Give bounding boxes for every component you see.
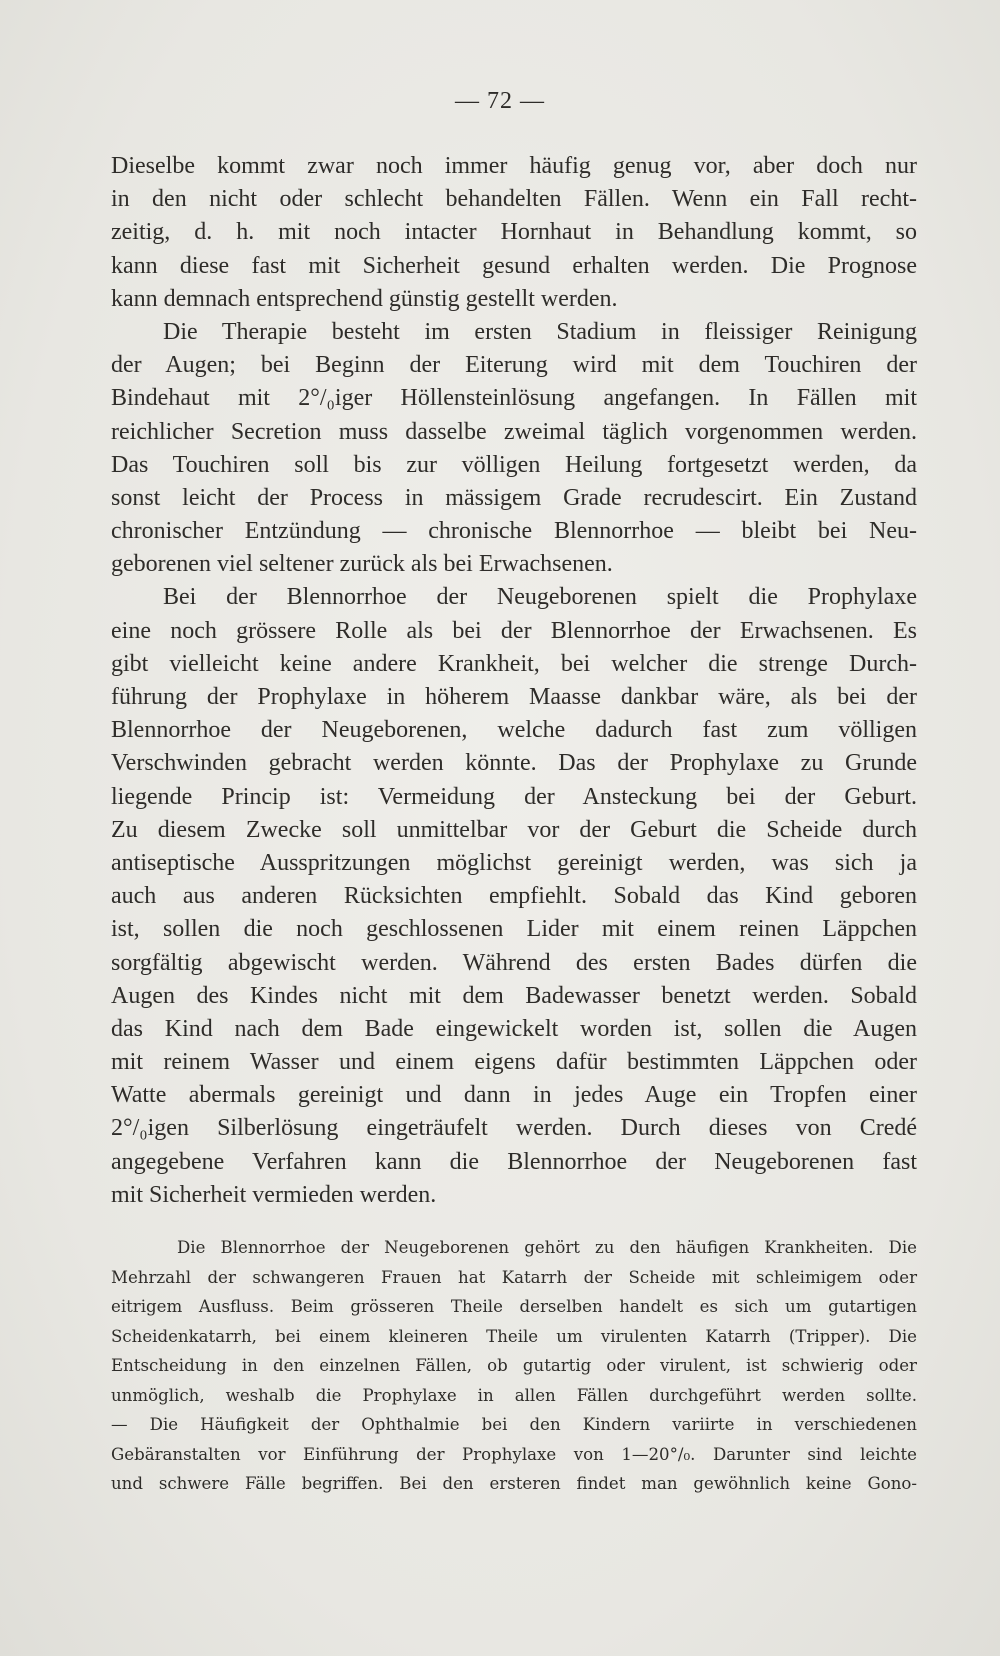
text-line: Bei der Blennorrhoe der Neugeborenen spielt die Prophylaxe bbox=[163, 584, 917, 611]
text-line: chronischer Entzündung — chronische Blennorrhoe — bleibt bei Neu- bbox=[111, 518, 917, 545]
footnote bbox=[111, 1233, 917, 1499]
footnote-line: unmöglich, weshalb die Prophylaxe in allen Fällen durchgeführt werden sollte. bbox=[111, 1385, 917, 1405]
footnote-line: Die Blennorrhoe der Neugeborenen gehört zu den häufigen Krankheiten. Die bbox=[177, 1238, 917, 1257]
text-line: antiseptische Ausspritzungen möglichst gereinigt werden, was sich ja bbox=[111, 849, 917, 876]
text-line: Bindehaut mit 2°/₀iger Höllensteinlösung angefangen. In Fällen mit bbox=[111, 385, 917, 412]
text-line: gibt vielleicht keine andere Krankheit, bei welcher die strenge Durch- bbox=[111, 650, 917, 677]
footnote-line: und schwere Fälle begriffen. Bei den ersteren findet man gewöhnlich keine Gono- bbox=[111, 1474, 917, 1493]
text-line: eine noch grössere Rolle als bei der Blennorrhoe der Erwachsenen. Es bbox=[111, 617, 917, 644]
text-line: in den nicht oder schlecht behandelten Fällen. Wenn ein Fall recht- bbox=[111, 186, 917, 213]
text-line: Das Touchiren soll bis zur völligen Heilung fortgesetzt werden, da bbox=[111, 451, 917, 478]
text-line: auch aus anderen Rücksichten empfiehlt. Sobald das Kind geboren bbox=[111, 883, 917, 910]
footnote-line: Scheidenkatarrh, bei einem kleineren Theile um virulenten Katarrh (Tripper). Die bbox=[111, 1326, 917, 1346]
text-line: zeitig, d. h. mit noch intacter Hornhaut in Behandlung kommt, so bbox=[111, 219, 917, 246]
text-line: kann diese fast mit Sicherheit gesund erhalten werden. Die Prognose bbox=[111, 252, 917, 279]
text-line: Zu diesem Zwecke soll unmittelbar vor der Geburt die Scheide durch bbox=[111, 816, 917, 843]
footnote-line: Gebäranstalten vor Einführung der Prophylaxe von 1—20°/₀. Darunter sind leichte bbox=[111, 1444, 917, 1464]
page-number: — 72 — bbox=[455, 88, 545, 114]
text-line: das Kind nach dem Bade eingewickelt worden ist, sollen die Augen bbox=[111, 1015, 917, 1042]
text-line: angegebene Verfahren kann die Blennorrhoe der Neugeborenen fast bbox=[111, 1148, 917, 1175]
text-line: kann demnach entsprechend günstig gestellt werden. bbox=[111, 285, 618, 312]
text-line: Blennorrhoe der Neugeborenen, welche dadurch fast zum völligen bbox=[111, 717, 917, 744]
footnote-line: Entscheidung in den einzelnen Fällen, ob gutartig oder virulent, ist schwierig oder bbox=[111, 1356, 917, 1375]
text-line: Die Therapie besteht im ersten Stadium in fleissiger Reinigung bbox=[163, 318, 917, 345]
text-line: mit reinem Wasser und einem eigens dafür bestimmten Läppchen oder bbox=[111, 1049, 917, 1076]
text-line: sorgfältig abgewischt werden. Während des ersten Bades dürfen die bbox=[111, 949, 917, 976]
text-line: führung der Prophylaxe in höherem Maasse dankbar wäre, als bei der bbox=[111, 684, 917, 710]
text-line: der Augen; bei Beginn der Eiterung wird mit dem Touchiren der bbox=[111, 352, 917, 379]
footnote-line: — Die Häufigkeit der Ophthalmie bei den Kindern variirte in verschiedenen bbox=[111, 1415, 917, 1434]
text-line: reichlicher Secretion muss dasselbe zweimal täglich vorgenommen werden. bbox=[111, 418, 917, 445]
body-text bbox=[111, 150, 917, 1212]
footnote-line: Mehrzahl der schwangeren Frauen hat Katarrh der Scheide mit schleimigem oder bbox=[111, 1267, 917, 1287]
text-line: liegende Princip ist: Vermeidung der Ansteckung bei der Geburt. bbox=[111, 783, 917, 810]
text-line: Watte abermals gereinigt und dann in jedes Auge ein Tropfen einer bbox=[111, 1082, 917, 1109]
text-line: ist, sollen die noch geschlossenen Lider mit einem reinen Läppchen bbox=[111, 916, 917, 943]
text-line: 2°/₀igen Silberlösung eingeträufelt werden. Durch dieses von Credé bbox=[111, 1115, 917, 1142]
text-line: Augen des Kindes nicht mit dem Badewasser benetzt werden. Sobald bbox=[111, 982, 917, 1009]
footnote-line: eitrigem Ausfluss. Beim grösseren Theile derselben handelt es sich um gutartigen bbox=[111, 1297, 917, 1316]
text-line: Dieselbe kommt zwar noch immer häufig genug vor, aber doch nur bbox=[111, 153, 917, 179]
text-line: mit Sicherheit vermieden werden. bbox=[111, 1181, 437, 1208]
text-line: sonst leicht der Process in mässigem Grade recrudescirt. Ein Zustand bbox=[111, 484, 917, 511]
text-line: Verschwinden gebracht werden könnte. Das der Prophylaxe zu Grunde bbox=[111, 750, 917, 777]
text-line: geborenen viel seltener zurück als bei Erwachsenen. bbox=[111, 551, 613, 578]
